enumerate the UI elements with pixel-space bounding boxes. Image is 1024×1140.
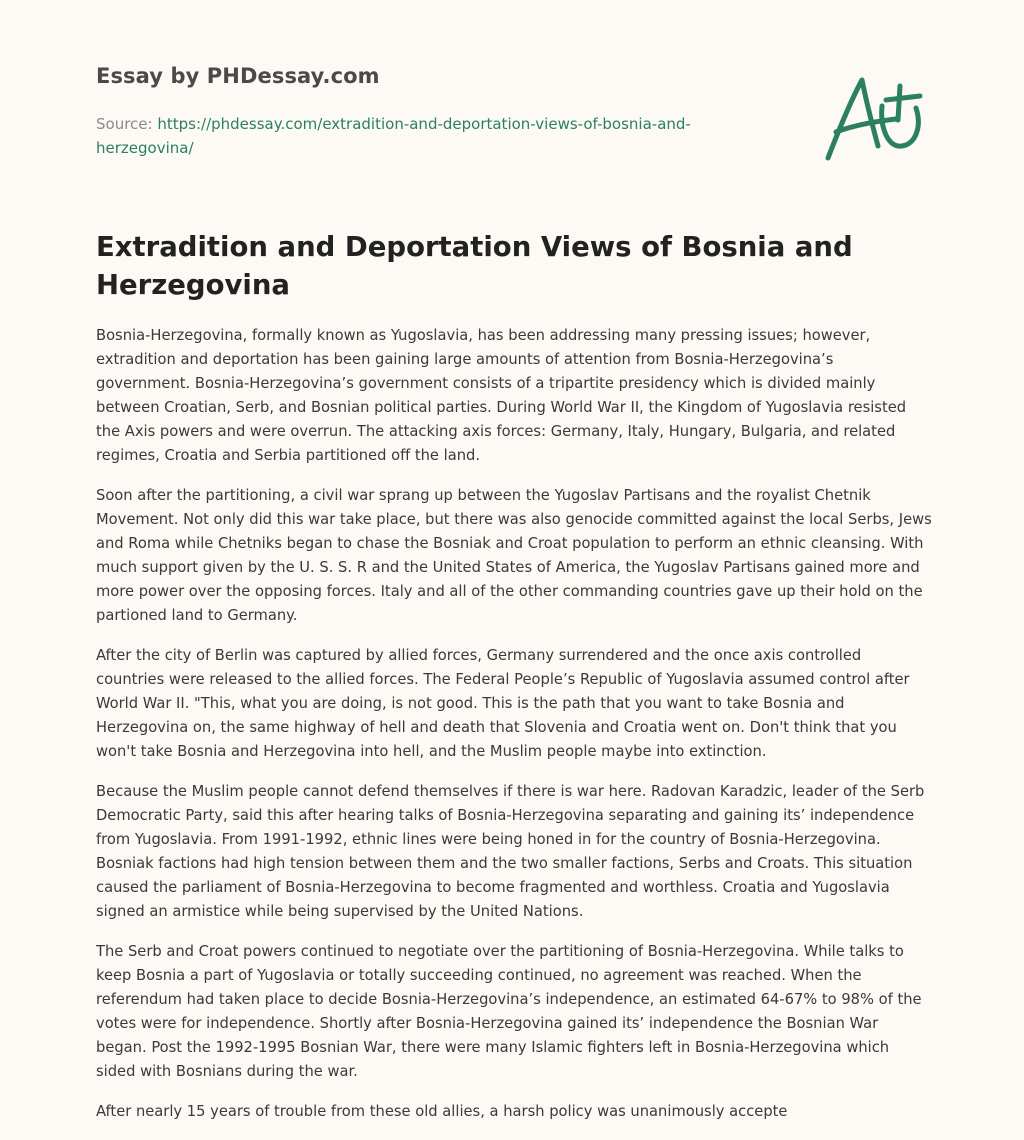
site-name: Essay by PHDessay.com (96, 64, 380, 88)
essay-paragraph: Bosnia-Herzegovina, formally known as Yugoslavia, has been addressing many pressing issues; however, extradition and deportation has been gaining large amounts of attention from Bosnia-Herzegovina’s government. Bosnia-Herzegovina’s government consists of a tripartite presidency which is divided mainly between Croatian, Serb, and Bosnian political parties. During World War II, the Kingdom of Yugoslavia resisted the Axis powers and were overrun. The attacking axis forces: Germany, Italy, Hungary, Bulgaria, and related regimes, Croatia and Serbia partitioned off the land. (96, 327, 907, 464)
essay-paragraph: The Serb and Croat powers continued to negotiate over the partitioning of Bosnia-Herzegovina. While talks to keep Bosnia a part of Yugoslavia or totally succeeding continued, no agreement was reached. When the referendum had taken place to decide Bosnia-Herzegovina’s independence, an estimated 64-67% to 98% of the votes were for independence. Shortly after Bosnia-Herzegovina gained its’ independence the Bosnian War began. Post the 1992-1995 Bosnian War, there were many Islamic fighters left in Bosnia-Herzegovina which sided with Bosnians during the war. (96, 943, 922, 1080)
essay-paragraph: Because the Muslim people cannot defend themselves if there is war here. Radovan Karadzic, leader of the Serb Democratic Party, said this after hearing talks of Bosnia-Herzegovina separating and gaining its’ independence from Yugoslavia. From 1991-1992, ethnic lines were being honed in for the country of Bosnia-Herzegovina. Bosniak factions had high tension between them and the two smaller factions, Serbs and Croats. This situation caused the parliament of Bosnia-Herzegovina to become fragmented and worthless. Croatia and Yugoslavia signed an armistice while being supervised by the United Nations. (96, 783, 925, 920)
source-link[interactable]: https://phdessay.com/extradition-and-deportation-views-of-bosnia-and-herzegovina/ (96, 115, 691, 157)
a-plus-logo-icon (816, 66, 934, 166)
source-line (96, 112, 736, 160)
essay-paragraph: After the city of Berlin was captured by allied forces, Germany surrendered and the once axis controlled countries were released to the allied forces. The Federal People’s Republic of Yugoslavia assumed control after World War II. "This, what you are doing, is not good. This is the path that you want to take Bosnia and Herzegovina on, the same highway of hell and death that Slovenia and Croatia went on. Don't think that you won't take Bosnia and Herzegovina into hell, and the Muslim people maybe into extinction. (96, 647, 910, 760)
essay-body (96, 324, 932, 1140)
essay-title: Extradition and Deportation Views of Bosnia and Herzegovina (96, 231, 853, 301)
essay-paragraph: After nearly 15 years of trouble from these old allies, a harsh policy was unanimously accepte (96, 1103, 788, 1120)
source-label: Source: (96, 115, 153, 133)
essay-paragraph: Soon after the partitioning, a civil war sprang up between the Yugoslav Partisans and the royalist Chetnik Movement. Not only did this war take place, but there was also genocide committed against the local Serbs, Jews and Roma while Chetniks began to chase the Bosniak and Croat population to perform an ethnic cleansing. With much support given by the U. S. S. R and the United States of America, the Yugoslav Partisans gained more and more power over the opposing forces. Italy and all of the other commanding countries gave up their hold on the partioned land to Germany. (96, 487, 932, 624)
